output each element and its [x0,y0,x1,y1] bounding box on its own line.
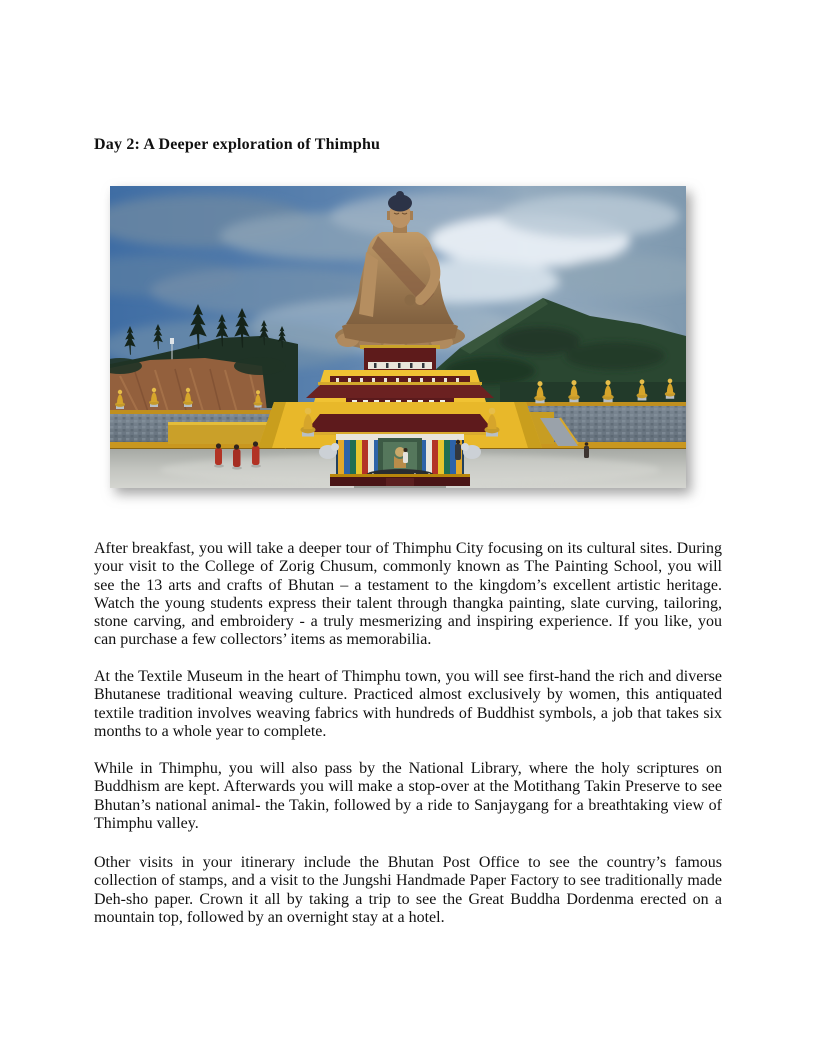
paragraph-other-visits: Other visits in your itinerary include the Bhutan Post Office to see the country’s famous collection of stamps, and a visit to the Jungshi Handmade Paper Factory to see traditionally made Deh-sho paper. Crown it all by taking a trip to see the Great Buddha Dordenma erected on a mountain top, followed by an overnight stay at a hotel. [94,854,722,926]
day-heading: Day 2: A Deeper exploration of Thimphu [94,136,381,153]
paragraph-painting-school: After breakfast, you will take a deeper tour of Thimphu City focusing on its cultural sites. During your visit to the College of Zorig Chusum, commonly known as The Painting School, you will see the 13 arts and crafts of Bhutan – a testament to the kingdom’s excellent artistic heritage. Watch the young students express their talent through thangka painting, slate curving, tailoring, stone carving, and embroidery - a truly mesmerizing and inspiring experience. If you like, you can purchase a few collectors’ items as memorabilia. [94,540,722,649]
buddha-photo-figure[interactable] [110,186,686,488]
paragraph-textile-museum: At the Textile Museum in the heart of Thimphu town, you will see first-hand the rich and diverse Bhutanese traditional weaving culture. Practiced almost exclusively by women, this antiquated textile tradition involves weaving fabrics with hundreds of Buddhist symbols, a job that takes six months to a whole year to complete. [94,668,722,740]
monks [214,441,261,469]
buddha-photo-illustration [110,186,686,488]
paragraph-national-library: While in Thimphu, you will also pass by the National Library, where the holy scriptures on Buddhism are kept. Afterwards you will make a stop-over at the Motithang Takin Preserve to see Bhutan’s national animal- the Takin, followed by a ride to Sanjaygang for a breathtaking view of Thimphu valley. [94,760,722,832]
